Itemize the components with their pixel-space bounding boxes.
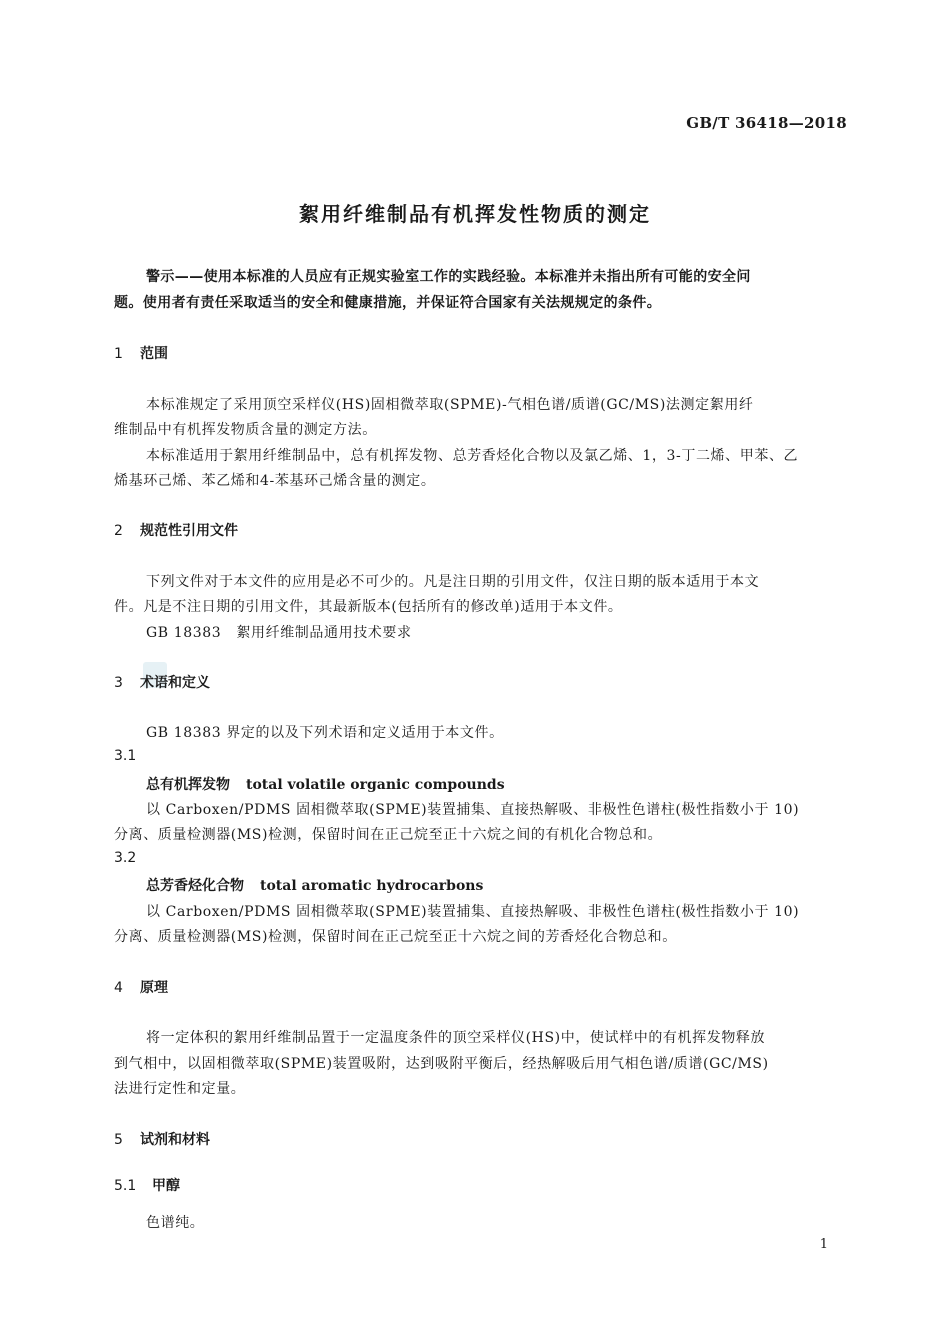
term-heading bbox=[146, 774, 505, 794]
section-1-heading bbox=[114, 343, 168, 363]
term-heading bbox=[146, 875, 483, 895]
paragraph-line: 维制品中有机挥发物质含量的测定方法。 bbox=[114, 422, 377, 438]
paragraph-line: 分离、质量检测器(MS)检测，保留时间在正己烷至正十六烷之间的芳香烃化合物总和。 bbox=[114, 929, 677, 945]
term-english: total aromatic hydrocarbons bbox=[260, 878, 484, 894]
section-title: 原理 bbox=[140, 980, 168, 996]
subsection-title: 甲醇 bbox=[152, 1178, 180, 1194]
section-title: 范围 bbox=[140, 346, 168, 362]
paragraph-line: 本标准规定了采用顶空采样仪(HS)固相微萃取(SPME)-气相色谱/质谱(GC/MS)法测定絮用纤 bbox=[146, 397, 754, 413]
warning-line-1: 警示——使用本标准的人员应有正规实验室工作的实践经验。本标准并未指出所有可能的安全问 bbox=[146, 269, 751, 285]
section-number: 4 bbox=[114, 980, 123, 996]
normative-reference: GB 18383 絮用纤维制品通用技术要求 bbox=[146, 625, 412, 641]
paragraph-line: 以 Carboxen/PDMS 固相微萃取(SPME)装置捕集、直接热解吸、非极性色谱柱(极性指数小于 10) bbox=[146, 904, 800, 920]
section-3-heading bbox=[114, 672, 210, 692]
paragraph-line: 件。凡是不注日期的引用文件，其最新版本(包括所有的修改单)适用于本文件。 bbox=[114, 599, 623, 615]
term-chinese: 总有机挥发物 bbox=[146, 777, 230, 793]
paragraph-line: 将一定体积的絮用纤维制品置于一定温度条件的顶空采样仪(HS)中，使试样中的有机挥发物释放 bbox=[146, 1030, 766, 1046]
subsection-number: 5.1 bbox=[114, 1178, 137, 1194]
paragraph-line: 到气相中，以固相微萃取(SPME)装置吸附，达到吸附平衡后，经热解吸后用气相色谱/质谱(GC/MS) bbox=[114, 1056, 769, 1072]
warning-line-2: 题。使用者有责任采取适当的安全和健康措施，并保证符合国家有关法规规定的条件。 bbox=[114, 295, 662, 311]
section-number: 3 bbox=[114, 675, 123, 691]
section-number: 5 bbox=[114, 1132, 123, 1148]
section-5-heading bbox=[114, 1129, 210, 1149]
paragraph-line: 下列文件对于本文件的应用是必不可少的。凡是注日期的引用文件，仅注日期的版本适用于本文 bbox=[146, 574, 760, 590]
term-number: 3.1 bbox=[114, 748, 137, 764]
subsection-5-1-heading bbox=[114, 1175, 180, 1195]
section-number: 2 bbox=[114, 523, 123, 539]
standard-code: GB/T 36418—2018 bbox=[686, 114, 847, 132]
section-number: 1 bbox=[114, 346, 123, 362]
page-number: 1 bbox=[819, 1237, 828, 1252]
term-chinese: 总芳香烃化合物 bbox=[146, 878, 244, 894]
paragraph-line: 以 Carboxen/PDMS 固相微萃取(SPME)装置捕集、直接热解吸、非极性色谱柱(极性指数小于 10) bbox=[146, 802, 800, 818]
paragraph-line: 色谱纯。 bbox=[146, 1215, 205, 1231]
section-title: 术语和定义 bbox=[140, 675, 210, 691]
section-title: 规范性引用文件 bbox=[140, 523, 238, 539]
page-title: 絮用纤维制品有机挥发性物质的测定 bbox=[299, 202, 651, 226]
section-2-heading bbox=[114, 520, 238, 540]
paragraph-line: 分离、质量检测器(MS)检测，保留时间在正己烷至正十六烷之间的有机化合物总和。 bbox=[114, 827, 663, 843]
paragraph-line: 烯基环己烯、苯乙烯和4-苯基环己烯含量的测定。 bbox=[114, 473, 436, 489]
term-english: total volatile organic compounds bbox=[246, 777, 505, 793]
section-title: 试剂和材料 bbox=[140, 1132, 210, 1148]
paragraph-line: 本标准适用于絮用纤维制品中，总有机挥发物、总芳香烃化合物以及氯乙烯、1，3-丁二烯、甲苯、乙 bbox=[146, 448, 799, 464]
paragraph-line: 法进行定性和定量。 bbox=[114, 1081, 246, 1097]
paragraph-line: GB 18383 界定的以及下列术语和定义适用于本文件。 bbox=[146, 725, 504, 741]
term-number: 3.2 bbox=[114, 850, 137, 866]
section-4-heading bbox=[114, 977, 168, 997]
